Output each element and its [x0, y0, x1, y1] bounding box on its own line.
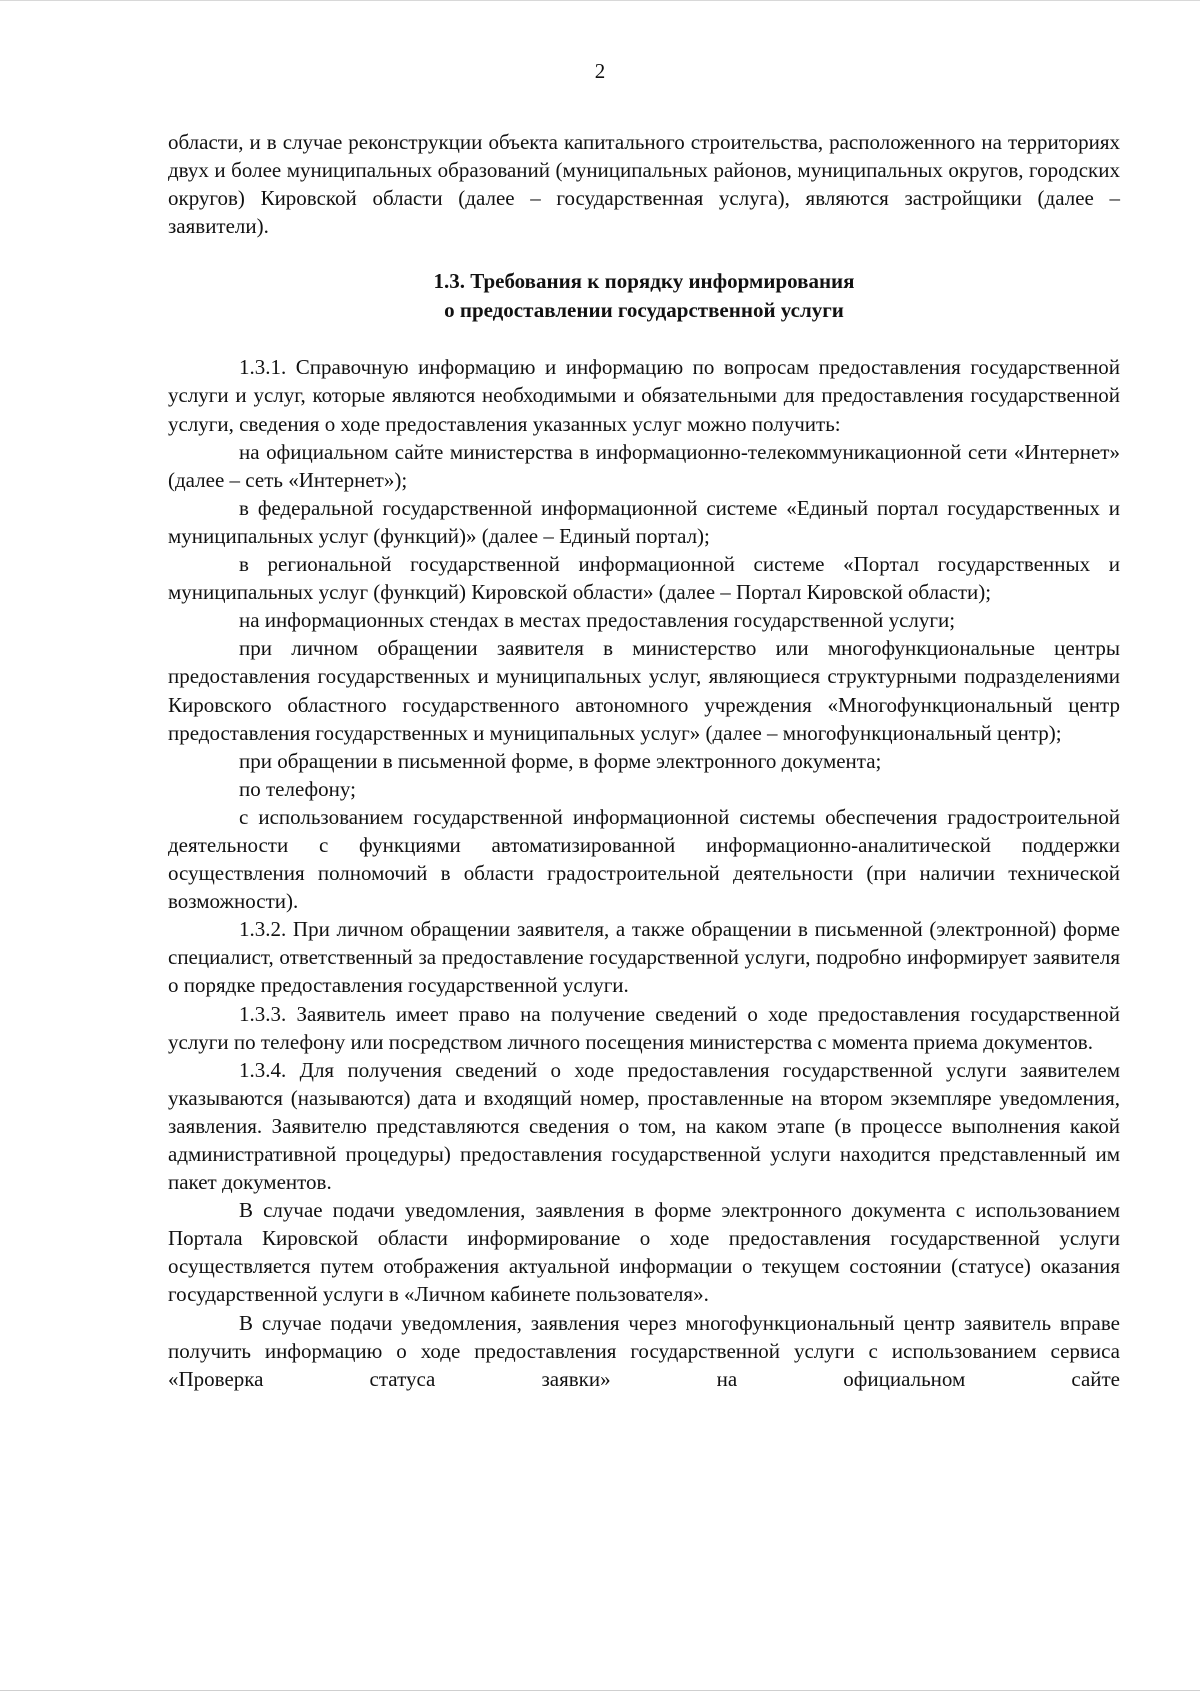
paragraph-1-3-2: 1.3.2. При личном обращении заявителя, а также обращении в письменной (электронной) форме специалист, ответственный за предоставление государственной услуги, подробно информирует заявителя о порядке предоставления государственной услуги.: [168, 917, 1120, 998]
list-item-phone: по телефону;: [239, 776, 356, 801]
page-number: 2: [594, 59, 606, 83]
list-item-official-site: на официальном сайте министерства в информационно-телекоммуникационной сети «Интернет» (далее – сеть «Интернет»);: [168, 439, 1120, 492]
section-heading-line-1: 1.3. Требования к порядку информирования: [433, 269, 855, 294]
list-item-personal-visit: при личном обращении заявителя в министерство или многофункциональные центры предоставления государственных и муниципальных услуг, являющиеся структурными подразделениями Кировского областного государственного автономного учреждения «Многофункциональный центр предоставления государственных и муниципальных услуг» (далее – многофункциональный центр);: [168, 636, 1120, 745]
paragraph-1-3-1: 1.3.1. Справочную информацию и информацию по вопросам предоставления государственной услуги и услуг, которые являются необходимыми и обязательными для предоставления государственной услуги, сведения о ходе предоставления указанных услуг можно получить:: [168, 355, 1120, 436]
list-item-unified-portal: в федеральной государственной информационной системе «Единый портал государственных и муниципальных услуг (функций)» (далее – Единый портал);: [168, 495, 1120, 548]
list-item-written-form: при обращении в письменной форме, в форме электронного документа;: [239, 748, 882, 773]
scan-edge-top: [0, 0, 1200, 1]
list-item-info-stands: на информационных стендах в местах предоставления государственной услуги;: [239, 608, 956, 633]
paragraph-mfc-submission: В случае подачи уведомления, заявления через многофункциональный центр заявитель вправе получить информацию о ходе предоставления государственной услуги с использованием сервиса «Проверка статуса заявки» на официальном сайте: [168, 1310, 1120, 1391]
list-item-kirov-portal: в региональной государственной информационной системе «Портал государственных и муниципальных услуг (функций) Кировской области» (далее – Портал Кировской области);: [168, 552, 1120, 605]
paragraph-1-3-3: 1.3.3. Заявитель имеет право на получение сведений о ходе предоставления государственной услуги по телефону или посредством личного посещения министерства с момента приема документов.: [168, 1001, 1120, 1054]
document-body: [168, 128, 1120, 1393]
paragraph-electronic-submission: В случае подачи уведомления, заявления в форме электронного документа с использованием Портала Кировской области информирование о ходе предоставления государственной услуги осуществляется путем отображения актуальной информации о текущем состоянии (статусе) оказания государственной услуги в «Личном кабинете пользователя».: [168, 1198, 1120, 1307]
list-item-gis-system: с использованием государственной информационной системы обеспечения градостроительной деятельности с функциями автоматизированной информационно-аналитической поддержки осуществления полномочий в области градостроительной деятельности (при наличии технической возможности).: [168, 804, 1120, 914]
scan-edge-bottom: [0, 1690, 1200, 1691]
paragraph-1-3-4: 1.3.4. Для получения сведений о ходе предоставления государственной услуги заявителем указываются (называются) дата и входящий номер, проставленные на втором экземпляре уведомления, заявления. Заявителю представляются сведения о том, на каком этапе (в процессе выполнения какой административной процедуры) предоставления государственной услуги находится представленный им пакет документов.: [168, 1057, 1120, 1195]
intro-paragraph: области, и в случае реконструкции объекта капитального строительства, расположенного на территориях двух и более муниципальных образований (муниципальных районов, муниципальных округов, городских округов) Кировской области (далее – государственная услуга), являются застройщики (далее – заявители).: [168, 130, 1120, 239]
section-heading: [168, 267, 1120, 325]
section-heading-line-2: о предоставлении государственной услуги: [444, 298, 844, 323]
